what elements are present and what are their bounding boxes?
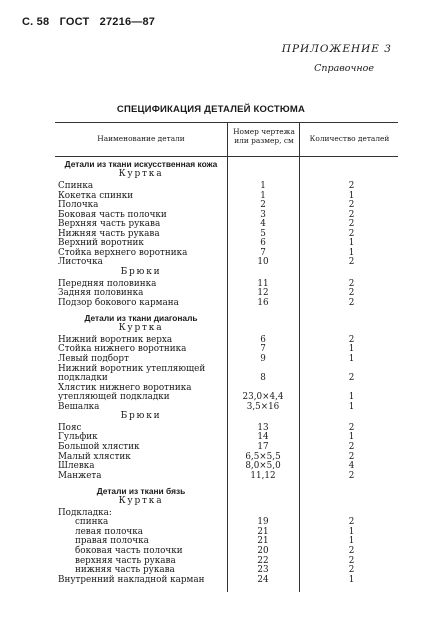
detail-quantity: 2 (348, 545, 355, 556)
drawing-number: 8,0×5,0 (245, 461, 281, 471)
detail-quantity: 1 (348, 574, 355, 585)
detail-name: Листочка (58, 257, 103, 268)
detail-name: Подзор бокового кармана (58, 297, 179, 308)
detail-name: Кокетка спинки (58, 190, 134, 201)
detail-quantity: 1 (348, 526, 355, 537)
section-heading: Детали из ткани диагональ (84, 312, 198, 323)
detail-quantity: 2 (348, 209, 355, 220)
detail-quantity: 1 (348, 536, 355, 547)
drawing-number: 9 (260, 353, 266, 364)
drawing-number: 21 (257, 536, 269, 547)
detail-name: Полочка (58, 200, 99, 211)
drawing-number: 6 (260, 238, 266, 249)
detail-quantity: 2 (348, 219, 355, 230)
appendix-note: Справочное (314, 63, 374, 74)
detail-name: утепляющей подкладки (58, 392, 170, 403)
detail-name: Гульфик (58, 432, 98, 443)
detail-name: Задняя половинка (58, 288, 144, 299)
detail-quantity: 1 (348, 344, 355, 355)
appendix-title: ПРИЛОЖЕНИЕ 3 (281, 43, 392, 55)
detail-name: нижняя часть рукава (75, 565, 175, 575)
drawing-number: 8 (260, 373, 266, 383)
detail-quantity: 2 (348, 200, 355, 211)
detail-name: Манжета (58, 470, 102, 481)
drawing-number: 13 (257, 422, 269, 433)
drawing-number: 6,5×5,5 (245, 451, 281, 462)
detail-name: Верхний воротник (58, 238, 144, 249)
standard-label: ГОСТ (59, 16, 90, 28)
drawing-number: 11,12 (250, 470, 276, 481)
drawing-number: 1 (260, 181, 266, 191)
detail-quantity: 2 (348, 334, 355, 345)
detail-quantity: 2 (348, 181, 355, 191)
drawing-number: 22 (257, 555, 269, 566)
detail-name: Малый хлястик (58, 451, 131, 462)
page-label: С. 58 (22, 16, 50, 28)
column-divider (299, 122, 300, 592)
detail-name: Стойка верхнего воротника (58, 247, 188, 258)
drawing-number: 21 (257, 526, 269, 537)
drawing-number: 17 (257, 441, 269, 452)
drawing-number: 19 (257, 517, 269, 528)
detail-name: верхняя часть рукава (75, 555, 176, 566)
detail-quantity: 2 (348, 555, 355, 566)
detail-quantity: 2 (348, 373, 355, 383)
drawing-number: 6 (260, 334, 266, 345)
drawing-number: 14 (257, 432, 269, 443)
detail-name: Боковая часть полочки (58, 209, 167, 220)
drawing-number: 10 (257, 257, 269, 268)
detail-name: Нижний воротник верха (58, 334, 173, 345)
detail-quantity: 1 (348, 392, 355, 403)
detail-quantity: 2 (348, 470, 355, 481)
detail-name: Шлевка (58, 461, 95, 471)
column-header-drawing: Номер чертежа или размер, см (233, 127, 295, 145)
detail-quantity: 2 (348, 228, 355, 239)
detail-quantity: 1 (348, 238, 355, 249)
detail-quantity: 4 (348, 461, 355, 471)
group-heading: Куртка (118, 496, 164, 507)
drawing-number: 3 (260, 209, 266, 220)
detail-quantity: 1 (348, 432, 355, 443)
detail-quantity: 2 (348, 517, 355, 528)
detail-quantity: 2 (348, 288, 355, 299)
drawing-number: 20 (257, 545, 269, 556)
drawing-number: 5 (260, 228, 266, 239)
detail-name: левая полочка (75, 526, 143, 537)
detail-name: Хлястик нижнего воротника (58, 382, 192, 393)
detail-name: Большой хлястик (58, 441, 140, 452)
drawing-number: 16 (257, 297, 269, 308)
standard-code: 27216—87 (99, 16, 156, 28)
document-title: СПЕЦИФИКАЦИЯ ДЕТАЛЕЙ КОСТЮМА (116, 104, 306, 115)
detail-name: Спинка (58, 181, 94, 191)
detail-name: Внутренний накладной карман (58, 574, 205, 585)
group-heading: Куртка (118, 323, 164, 334)
detail-name: Вешалка (58, 401, 100, 412)
detail-quantity: 2 (348, 451, 355, 462)
detail-name: Передняя половинка (58, 278, 157, 289)
detail-quantity: 1 (348, 190, 355, 201)
detail-name: Нижний воротник утепляющей (58, 363, 206, 374)
drawing-number: 3,5×16 (246, 401, 280, 412)
group-heading: Брюки (120, 266, 162, 277)
detail-name: подкладки (58, 373, 108, 383)
column-header-qty: Количество деталей (309, 134, 390, 143)
drawing-number: 1 (260, 190, 266, 201)
detail-name: Пояс (58, 422, 82, 433)
detail-name: правая полочка (75, 536, 149, 547)
detail-name: Левый подборт (58, 353, 129, 364)
group-heading: Брюки (120, 411, 162, 422)
detail-quantity: 1 (348, 247, 355, 258)
drawing-number: 4 (260, 219, 266, 230)
running-header (22, 16, 162, 28)
detail-name: боковая часть полочки (75, 545, 183, 556)
drawing-number: 23,0×4,4 (242, 392, 284, 403)
drawing-number: 7 (260, 344, 266, 355)
section-heading: Детали из ткани искусственная кожа (64, 159, 218, 169)
detail-quantity: 2 (348, 278, 355, 289)
detail-name: Нижняя часть рукава (58, 228, 160, 239)
detail-name: Стойка нижнего воротника (58, 344, 187, 355)
detail-quantity: 2 (348, 422, 355, 433)
drawing-number: 12 (257, 288, 269, 299)
section-heading: Детали из ткани бязь (96, 485, 186, 496)
detail-name: Верхняя часть рукава (58, 219, 161, 230)
drawing-number: 7 (260, 247, 266, 258)
detail-quantity: 2 (348, 565, 355, 575)
detail-quantity: 2 (348, 297, 355, 308)
detail-quantity: 1 (348, 353, 355, 364)
drawing-number: 2 (260, 200, 266, 211)
drawing-number: 11 (257, 278, 269, 289)
detail-name: спинка (75, 517, 109, 528)
detail-quantity: 1 (348, 401, 355, 412)
drawing-number: 23 (257, 565, 269, 575)
detail-quantity: 2 (348, 441, 355, 452)
detail-quantity: 2 (348, 257, 355, 268)
column-header-name: Наименование детали (97, 134, 185, 143)
specification-table (55, 122, 398, 592)
group-heading: Куртка (118, 169, 164, 180)
detail-name: Подкладка: (58, 507, 112, 518)
drawing-number: 24 (257, 574, 269, 585)
